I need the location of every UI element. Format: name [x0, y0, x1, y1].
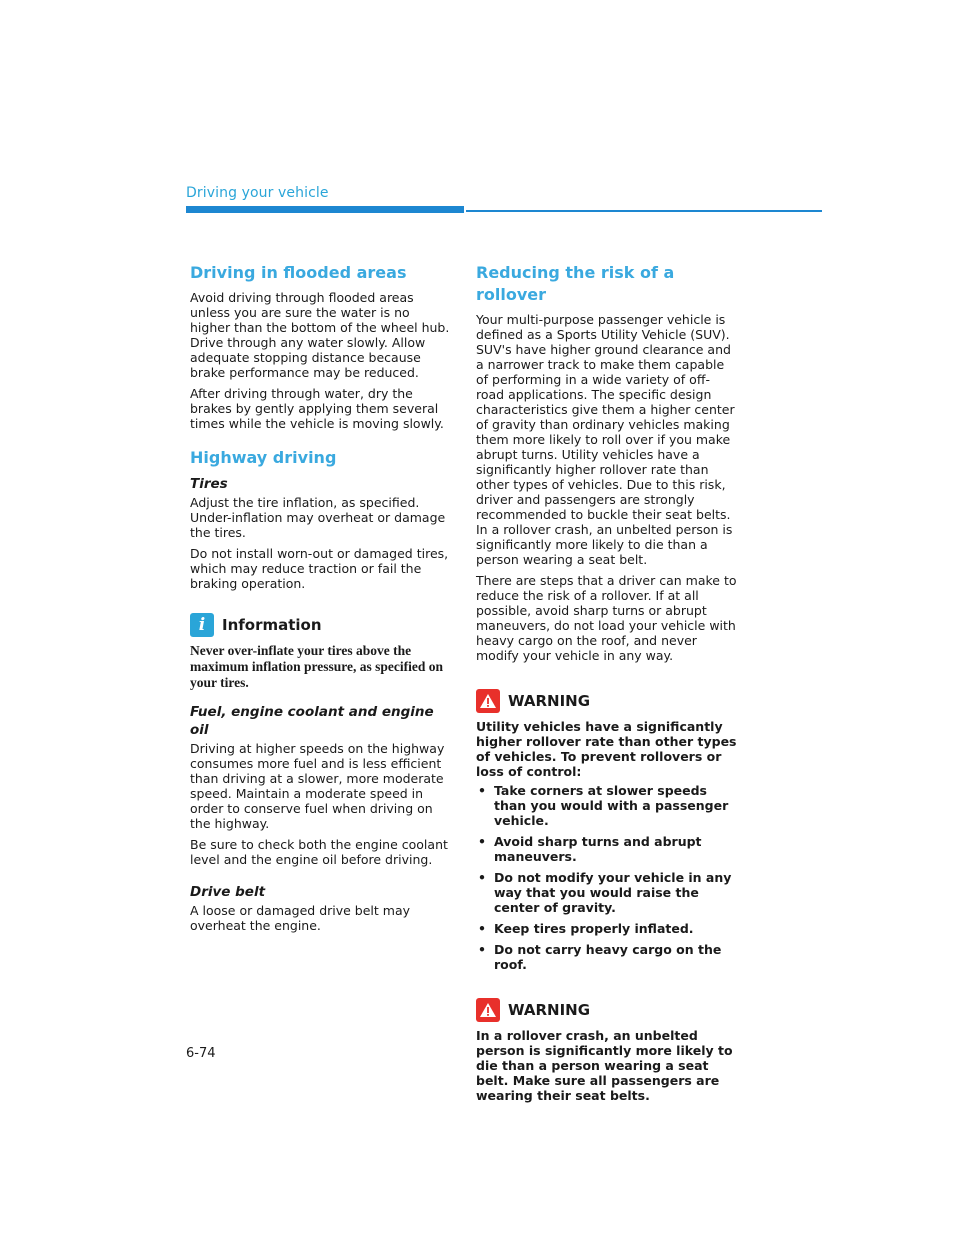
- information-text: Never over-inflate your tires above the maximum inflation pressure, as specified on your tires.: [190, 643, 444, 690]
- paragraph: Avoid driving through flooded areas unless you are sure the water is no higher than the bottom of the wheel hub. Drive through any water slowly. Allow adequate stopping distance because brake performance may be reduced.: [190, 290, 450, 380]
- warning-intro: Utility vehicles have a significantly higher rollover rate than other types of vehicles. To prevent rollovers or loss of control:: [476, 719, 737, 779]
- warning-list: [476, 783, 738, 972]
- paragraph: Be sure to check both the engine coolant level and the engine oil before driving.: [190, 837, 448, 867]
- list-item: • Do not carry heavy cargo on the roof.: [476, 942, 738, 972]
- right-column: [476, 262, 738, 1107]
- list-item: • Avoid sharp turns and abrupt maneuvers.: [476, 834, 738, 864]
- list-item: • Do not modify your vehicle in any way that you would raise the center of gravity.: [476, 870, 738, 915]
- heading-flooded-areas: Driving in flooded areas: [190, 263, 407, 282]
- info-icon: i: [190, 613, 214, 637]
- warning-header: [476, 689, 738, 713]
- heading-rollover: Reducing the risk of a rollover: [476, 263, 675, 304]
- paragraph: Adjust the tire inflation, as specified. Under-inflation may overheat or damage the tires.: [190, 495, 446, 540]
- paragraph: Your multi-purpose passenger vehicle is defined as a Sports Utility Vehicle (SUV). SUV's have higher ground clearance and a narrower track to make them capable of performing in a wide variety of off-road applications. The specific design characteristics give them a higher center of gravity than ordinary vehicles making them more likely to roll over if you make abrupt turns. Utility vehicles have a significantly higher rollover rate than other types of vehicles. Due to this risk, driver and passengers are strongly recommended to buckle their seat belts. In a rollover crash, an unbelted person is significantly more likely to die than a person wearing a seat belt.: [476, 312, 735, 567]
- paragraph: Driving at higher speeds on the highway consumes more fuel and is less efficient than driving at a slower, more moderate speed. Maintain a moderate speed in order to conserve fuel when driving on the highway.: [190, 741, 445, 831]
- paragraph: A loose or damaged drive belt may overheat the engine.: [190, 903, 411, 933]
- warning-icon: [476, 998, 500, 1022]
- warning-header: [476, 998, 738, 1022]
- warning-title: WARNING: [508, 692, 591, 710]
- paragraph: After driving through water, dry the brakes by gently applying them several times while the vehicle is moving slowly.: [190, 386, 444, 431]
- page-number: 6-74: [186, 1046, 216, 1061]
- warning-text: In a rollover crash, an unbelted person is significantly more likely to die than a person wearing a seat belt. Make sure all passengers are wearing their seat belts.: [476, 1028, 733, 1103]
- list-item: • Keep tires properly inflated.: [476, 921, 738, 936]
- information-title: Information: [222, 616, 322, 634]
- paragraph: There are steps that a driver can make to reduce the risk of a rollover. If at all possible, avoid sharp turns or abrupt maneuvers, do not load your vehicle with heavy cargo on the roof, and never modify your vehicle in any way.: [476, 573, 737, 663]
- paragraph: Do not install worn-out or damaged tires, which may reduce traction or fail the braking operation.: [190, 546, 449, 591]
- section-title: Driving your vehicle: [186, 185, 329, 201]
- warning-icon: [476, 689, 500, 713]
- header-rule-thick: [186, 206, 464, 213]
- heading-highway-driving: Highway driving: [190, 448, 337, 467]
- list-item: • Take corners at slower speeds than you would with a passenger vehicle.: [476, 783, 738, 828]
- subheading-fuel-coolant-oil: Fuel, engine coolant and engine oil: [190, 704, 434, 738]
- information-header: [190, 613, 452, 637]
- warning-title: WARNING: [508, 1001, 591, 1019]
- subheading-drive-belt: Drive belt: [190, 884, 266, 900]
- left-column: [190, 262, 452, 939]
- subheading-tires: Tires: [190, 476, 228, 492]
- header-rule-thin: [466, 210, 822, 212]
